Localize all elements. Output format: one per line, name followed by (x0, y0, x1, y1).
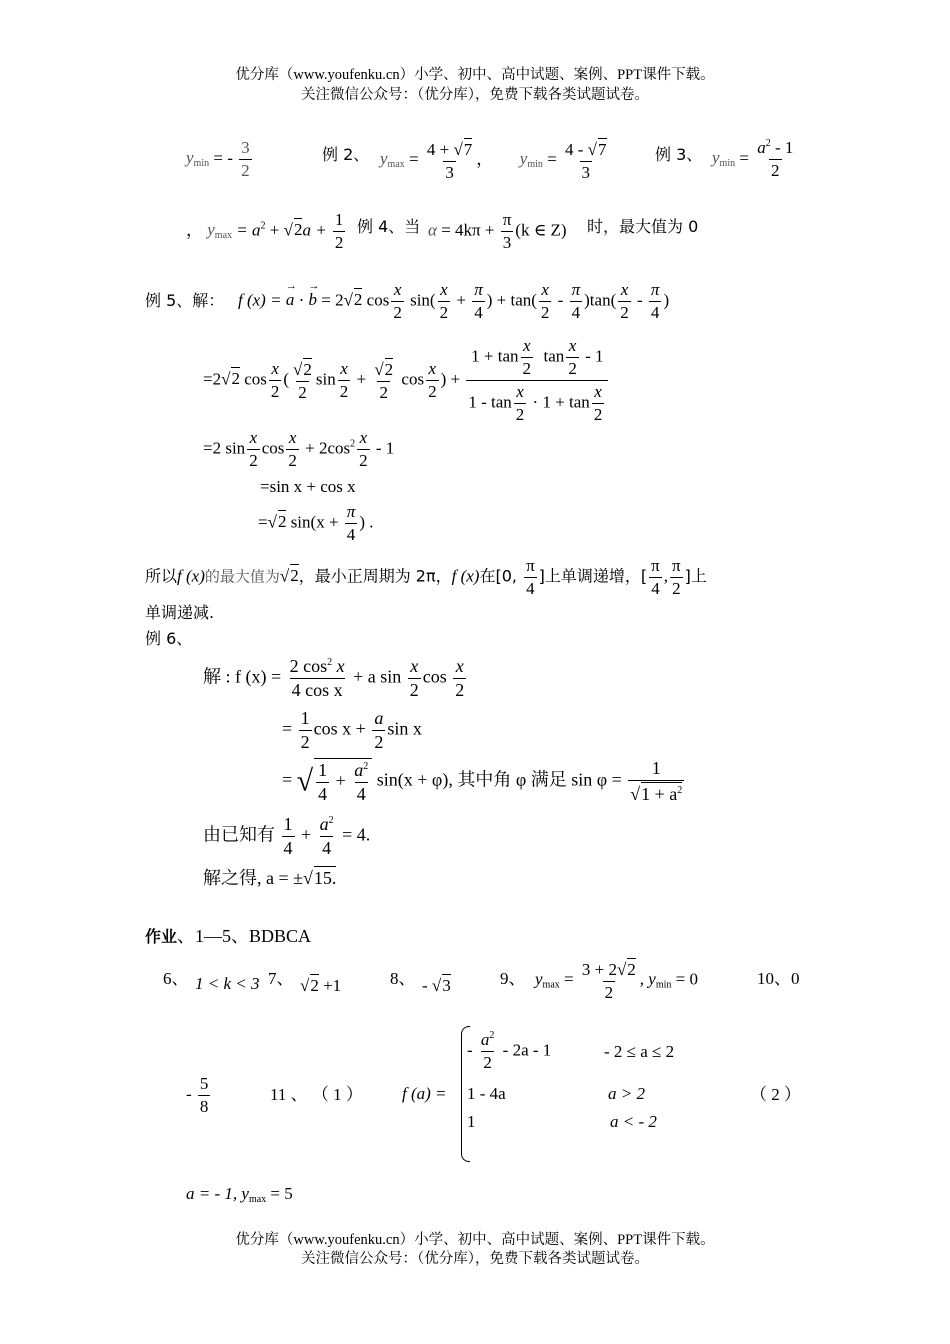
ex6-line-1: 解 : f (x) = $\frac{2 \cos^2 x}{\text{4 cos x}}$ + a sin $\frac{x}{2}$ cos $\frac{x}{2}$ (203, 656, 465, 700)
hw-q7-label: 7、 (268, 969, 294, 988)
hw-q7-answer: √2 +1 (300, 976, 342, 995)
hw-q11-part2-answer: a = - 1, $y_{max} = 5$ (186, 1184, 293, 1205)
footer-line-2: 关注微信公众号：（优分库），免费下载各类试题试卷。 (301, 1251, 649, 1267)
hw-q6-label: 6、 (163, 969, 189, 988)
ex3-answer-cont: ， $y_{max} = a^2 + √2a$ + $\frac{1}{2}$ (186, 210, 344, 252)
ex5-label: 例 5、解： (145, 291, 225, 310)
hw-q11-label: 11 、 （ 1 ） (270, 1085, 363, 1104)
piecewise-case-2: 1 - 4a (467, 1084, 506, 1103)
ex4-answer: α = 4kπ + $\frac{\pi}{3}$ (k ∈ Z) (428, 210, 567, 252)
ex2-answer: $y_{max}$ = $\frac{4 + √7}{3}$ ， $y_{min}$ = $\frac{4 - √7}{3}$ (380, 140, 607, 182)
header-line-1: 优分库（www.youfenku.cn）小学、初中、高中试题、案例、PPT课件下载。 (235, 67, 715, 83)
ex5-line-4: =sin x + cos x (260, 477, 356, 496)
ex5-conclusion-cont: 单调递减. (145, 603, 215, 622)
piecewise-cond-2: a > 2 (608, 1084, 645, 1103)
ex5-line-3: =2 sin $\frac{x}{2}$ cos $\frac{x}{2}$ + $2\cos^2$ $\frac{x}{2}$ - 1 (203, 428, 395, 470)
piecewise-cond-3: a < - 2 (610, 1112, 657, 1131)
hw-q9-label: 9、 (500, 969, 526, 988)
ex5-conclusion: 所以f (x)的最大值为√2，最小正周期为 2π，f (x)在[0, $\frac{\pi}{4}$ ]上单调递增，[ $\frac{\pi}{4}$ , $\frac{\pi}{2}$ ]上 (145, 556, 707, 598)
header-line-2: 关注微信公众号：（优分库），免费下载各类试题试卷。 (301, 87, 649, 103)
piecewise-cond-1: - 2 ≤ a ≤ 2 (604, 1042, 675, 1061)
ex6-label: 例 6、 (145, 629, 193, 648)
hw-q11-fa: f (a) = (402, 1084, 447, 1103)
homework-title: 作业、1—5、BDBCA (145, 926, 312, 946)
ex4-label: 例 4、当 (357, 217, 421, 236)
ex3-label: 例 3、 (655, 145, 703, 164)
hw-q10-label: 10、0 (757, 969, 800, 988)
hw-q9-answer: $y_{max}$ = $\frac{3 + 2√2}{2}$ , $y_{min} = 0$ (535, 960, 698, 1002)
ex3-answer: $y_{min}$ = $\frac{a^2 - 1}{2}$ (712, 138, 794, 180)
ex2-label: 例 2、 (322, 145, 370, 164)
ex5-line-5: =√2 sin(x + $\frac{\pi}{4}$ ) . (258, 502, 374, 544)
hw-q10-answer: - $\frac{5}{8}$ (186, 1074, 209, 1116)
ex6-line-4: 由已知有 $\frac{1}{4}$ + $\frac{a^2}{4}$ = 4. (203, 814, 371, 858)
piecewise-case-1: - $\frac{a^2}{2}$ - 2a - 1 (467, 1030, 552, 1072)
ex6-line-5: 解之得, a = ±√15. (203, 868, 337, 888)
hw-q11-part2-label: （ 2 ） (750, 1085, 801, 1104)
ex4-tail: 时，最大值为 0 (587, 217, 699, 236)
ex5-line-1: f (x) = → a · → b = 2√2 cos $\frac{x}{2}$ sin( $\frac{x}{2}$ + $\frac{\pi}{4}$ ) + tan( $\frac{x}{2}$ - $\frac{\pi}{4}$ )tan( $\frac{x}{2}$ - $\frac{\pi}{4}$ ) (238, 280, 670, 322)
ex1-answer: $y_{min}$ = - $\frac{3}{2}$ (186, 138, 250, 180)
ex6-line-3: = √ $\frac{1}{4}$ + $\frac{a^2}{4}$ sin(x + φ), 其中角 φ 满足 sin φ = $\frac{1}{√1 + a^2}$ (282, 758, 683, 804)
piecewise-case-3: 1 (467, 1112, 476, 1131)
hw-q8-answer: - √3 (422, 976, 451, 995)
footer-line-1: 优分库（www.youfenku.cn）小学、初中、高中试题、案例、PPT课件下载。 (235, 1232, 715, 1248)
ex6-line-2: = $\frac{1}{2}$ cos x + $\frac{a}{2}$ sin x (282, 708, 422, 752)
hw-q8-label: 8、 (390, 969, 416, 988)
ex5-line-2: =2√2 cos $\frac{x}{2}$ ( $\frac{√2}{2}$ sin $\frac{x}{2}$ + $\frac{√2}{2}$ cos $\frac{x}{2}$ ) + 1 + tan $\frac{x}{2}$ tan $\frac{x}{2}$ - 1 1 - tan $\frac{x}{2}$ · 1 + tan $\frac{x}{2}$ (203, 336, 610, 425)
hw-q6-answer: 1 < k < 3 (195, 974, 260, 993)
